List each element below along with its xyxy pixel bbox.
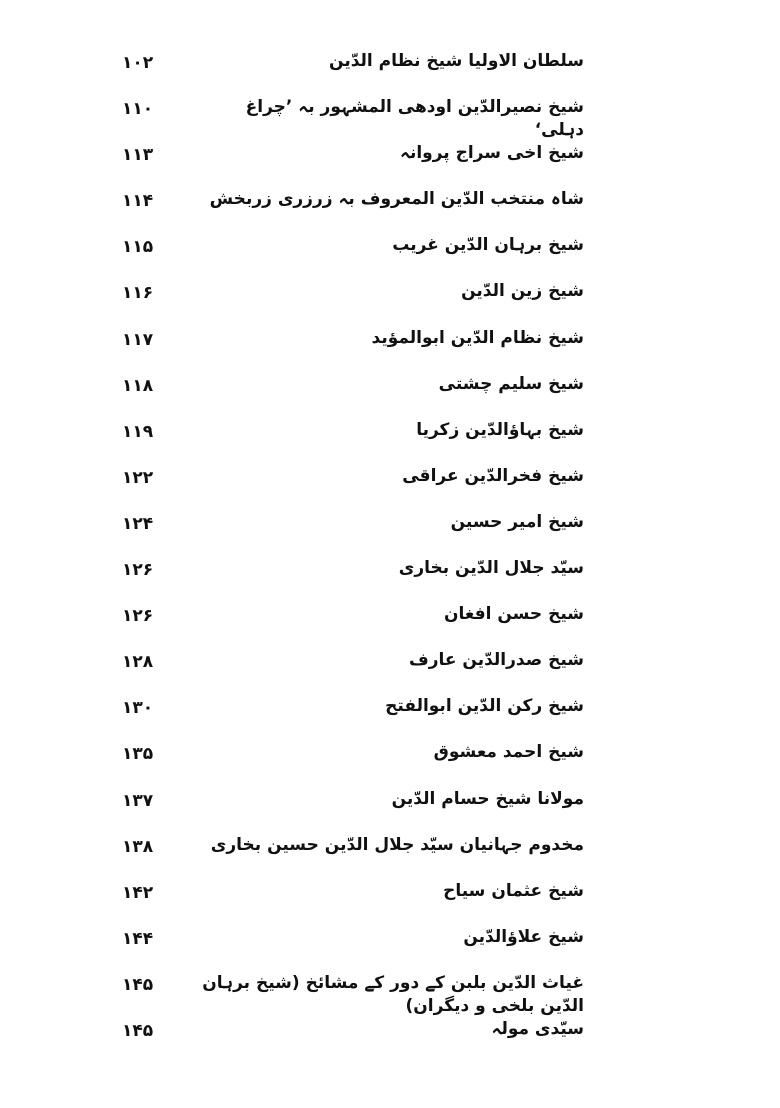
toc-entry-title: شیخ احمد معشوق bbox=[433, 742, 584, 763]
toc-entry-page-number: ۱۱۳ bbox=[122, 145, 154, 166]
toc-entry bbox=[0, 603, 780, 649]
toc-entry-page-number: ۱۳۸ bbox=[122, 836, 154, 857]
toc-entry bbox=[0, 926, 780, 972]
toc-entry-title: مخدوم جہانیان سیّد جلال الدّین حسین بخاری bbox=[210, 834, 584, 855]
toc-entry-title: شیخ سلیم چشتی bbox=[438, 373, 584, 394]
toc-entry-title: شیخ نصیرالدّین اودھی المشہور بہ ’چراغ دہلی‘ bbox=[245, 97, 584, 141]
toc-entry-page-number: ۱۲۸ bbox=[122, 652, 154, 673]
toc-entry-page-number: ۱۱۵ bbox=[122, 237, 154, 258]
toc-entry-page-number: ۱۱۰ bbox=[122, 99, 154, 120]
toc-entry-title: شاہ منتخب الدّین المعروف بہ زرزری زربخش bbox=[209, 189, 584, 210]
toc-entry bbox=[0, 465, 780, 511]
toc-entry-page-number: ۱۱۷ bbox=[122, 329, 154, 350]
toc-entry bbox=[0, 1018, 780, 1064]
toc-entry bbox=[0, 50, 780, 96]
toc-entry-page-number: ۱۰۲ bbox=[122, 53, 154, 73]
toc-entry-page-number: ۱۲۶ bbox=[122, 560, 154, 581]
toc-entry-title: شیخ عثمان سیاح bbox=[443, 880, 584, 901]
toc-entry bbox=[0, 649, 780, 695]
toc-entry bbox=[0, 695, 780, 741]
toc-entry-title: مولانا شیخ حسام الدّین bbox=[391, 788, 584, 809]
toc-entry-page-number: ۱۳۰ bbox=[122, 698, 154, 719]
toc-entry-title: غیاث الدّین بلبن کے دور کے مشائخ (شیخ برہان الدّین بلخی و دیگران) bbox=[202, 972, 584, 1016]
toc-entry bbox=[0, 557, 780, 603]
toc-entry-page-number: ۱۱۹ bbox=[122, 421, 154, 442]
toc-entry-page-number: ۱۲۶ bbox=[122, 606, 154, 627]
toc-entry-title: شیخ فخرالدّین عراقی bbox=[402, 465, 584, 486]
toc-entry-title: سیّدی مولہ bbox=[491, 1018, 584, 1039]
toc-entry bbox=[0, 234, 780, 280]
toc-entry-title: شیخ بہاؤالدّین زکریا bbox=[416, 419, 584, 440]
toc-entry-title: شیخ صدرالدّین عارف bbox=[408, 650, 584, 671]
toc-entry-title: شیخ امیر حسین bbox=[450, 511, 584, 532]
toc-entry-title: شیخ برہان الدّین غریب bbox=[392, 235, 584, 256]
toc-entry bbox=[0, 142, 780, 188]
toc-entry bbox=[0, 834, 780, 880]
toc-entry bbox=[0, 373, 780, 419]
toc-entry-page-number: ۱۳۷ bbox=[122, 790, 154, 811]
toc-entry-page-number: ۱۴۴ bbox=[122, 928, 154, 949]
toc-entry-title: شیخ علاؤالدّین bbox=[463, 926, 584, 947]
toc-entry-page-number: ۱۳۵ bbox=[122, 744, 154, 765]
toc-entry-title: شیخ نظام الدّین ابوالمؤید bbox=[371, 327, 584, 348]
toc-entry bbox=[0, 511, 780, 557]
toc-entry-title: شیخ اخی سراج پروانہ bbox=[399, 143, 584, 164]
toc-entry bbox=[0, 188, 780, 234]
toc-entry bbox=[0, 419, 780, 465]
toc-entry-page-number: ۱۲۲ bbox=[122, 467, 154, 488]
toc-entry bbox=[0, 788, 780, 834]
toc-entry-page-number: ۱۴۵ bbox=[122, 1020, 154, 1041]
toc-entry bbox=[0, 972, 780, 1018]
toc-entry-page-number: ۱۱۴ bbox=[122, 191, 154, 212]
toc-entry bbox=[0, 280, 780, 326]
toc-entry-title: سلطان الاولیا شیخ نظام الدّین bbox=[329, 51, 584, 71]
toc-entry bbox=[0, 741, 780, 787]
toc-entry-page-number: ۱۱۸ bbox=[122, 375, 154, 396]
toc-entry-title: شیخ حسن افغان bbox=[443, 604, 584, 625]
toc-entry bbox=[0, 880, 780, 926]
toc-entry-page-number: ۱۲۴ bbox=[122, 513, 154, 534]
toc-entry-title: شیخ رکن الدّین ابوالفتح bbox=[385, 696, 584, 717]
toc-entry bbox=[0, 327, 780, 373]
toc-entry-page-number: ۱۴۲ bbox=[122, 882, 154, 903]
toc-entry-title: شیخ زین الدّین bbox=[461, 281, 584, 302]
toc-entry-title: سیّد جلال الدّین بخاری bbox=[398, 558, 584, 579]
toc-entry-page-number: ۱۱۶ bbox=[122, 283, 154, 304]
toc-entry bbox=[0, 96, 780, 142]
toc-entry-page-number: ۱۴۵ bbox=[122, 974, 154, 995]
